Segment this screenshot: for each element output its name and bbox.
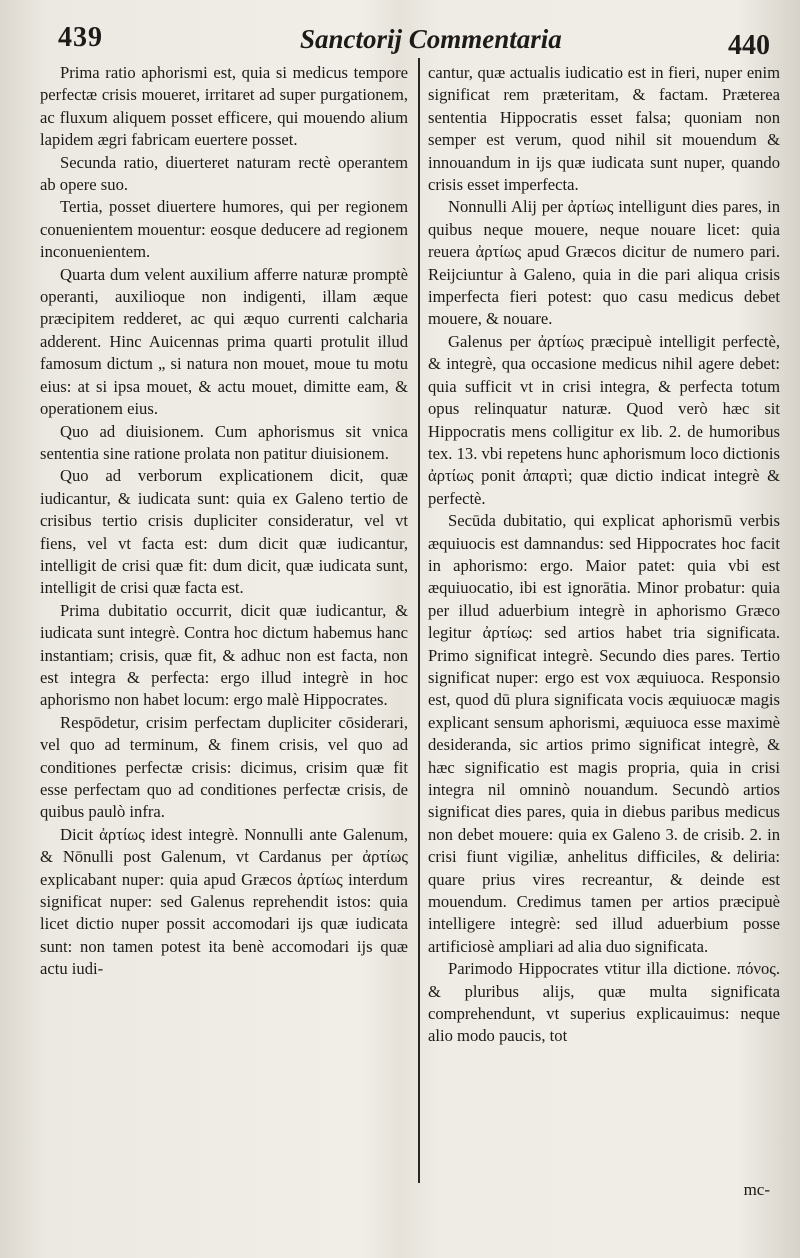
paragraph: Galenus per ἀρτίως præcipuè intelligit perfectè, & integrè, qua occasione medicus nihil agere debet: quia sufficit vt in crisi integra, & perfecta totum opus relinquatur naturæ. Quod verò hæc sit Hippocratis mens colligitur ex lib. 2. de humoribus tex. 13. vbi repetens hunc aphorismum loco dictionis ἀρτίως ponit ἀπαρτὶ; quæ dictio indicat integrè & perfectè. bbox=[428, 331, 780, 508]
paragraph: Quo ad diuisionem. Cum aphorismus sit vnica sententia sine ratione prolata non patitur diuisionem. bbox=[40, 421, 408, 463]
paragraph: Prima ratio aphorismi est, quia si medicus tempore perfectæ crisis moueret, irritaret ad super purgationem, ac fluxum aliquem posset efficere, qui mouendo alium lapidem ægri fabricam euertere posset. bbox=[40, 63, 408, 150]
paragraph: Quo ad verborum explicationem dicit, quæ iudicantur, & iudicata sunt: quia ex Galeno tertio de crisibus tertio crisis dupliciter consideratur, vel vt fiens, vel vt facta est: dum dicit quæ iudicantur, intelligit de crisi quæ fit: dum dicit, quæ iudicata sunt, intelligit de crisi quæ facta est. bbox=[40, 466, 408, 598]
paragraph: Respōdetur, crisim perfectam dupliciter cōsiderari, vel quo ad terminum, & finem crisis, vel quo ad conditiones perfectæ crisis: dicimus, crisim quæ fit esse perfectam quo ad conditiones perfectæ crisis, de quibus paulò infra. bbox=[40, 712, 408, 822]
paragraph: Secūda dubitatio, qui explicat aphorismū verbis æquiuocis est damnandus: sed Hippocrates hoc facit in aphorismo: ergo. Maior patet: quia vbi est æquiuocatio, ibi est ignorātia. Minor probatur: quia per illud aduerbium integrè in aphorismo Græco legitur ἀρτίως: sed artios habet tria significata. Primo significat integrè. Secundo dies pares. Tertio significat nuper: ergo est vox æquiuoca. Responsio est, quod dū plura significata vocis æquiuocæ magis explicant sensum aphorismi, æquiuoca esse maximè desideranda, sic artios primo significat integrè, & hæc significatio est magis propria, quia in crisi integra nil omninò nouandum. Secundò artios significat dies pares, quia in diebus paribus medicus non debet mouere: quia ex Galeno 3. de crisib. 2. in crisi fiunt vigiliæ, anhelitus difficiles, & deliria: quare prius vires recreantur, & deinde est mouendum. Credimus tamen per artios præcipuè intelligere integrè: sed illud aduerbium posse artificiosè ampliari ad alia duo significata. bbox=[428, 511, 780, 956]
left-column bbox=[40, 62, 408, 981]
running-title: Sanctorij Commentaria bbox=[300, 24, 562, 54]
catchword: mc- bbox=[743, 1180, 770, 1199]
column-divider bbox=[418, 58, 420, 1183]
page-number-right: 440 bbox=[728, 30, 770, 61]
page-header bbox=[40, 22, 770, 61]
paragraph: Dicit ἀρτίως idest integrè. Nonnulli ante Galenum, & Nōnulli post Galenum, vt Cardanus per ἀρτίως explicabant nuper: quia apud Græcos ἀρτίως interdum significat nuper: sed Galenus reprehendit istos: quia licet dictio nuper possit accomodari ijs quæ iudicata sunt: non tamen potest ita benè accomodari ijs quæ actu iudi- bbox=[40, 824, 408, 979]
page-number-left: 439 bbox=[58, 22, 103, 53]
paragraph: Secunda ratio, diuerteret naturam rectè operantem ab opere suo. bbox=[40, 152, 408, 195]
paragraph-continued: cantur, quæ actualis iudicatio est in fieri, nuper enim significat rem præteritam, & factam. Præterea sententia Hippocratis esset falsa; quoniam non semper est verum, quod nihil sit mouendum & innouandum in ijs quæ iudicata sunt nuper, quando crisis esset imperfecta. bbox=[428, 63, 780, 195]
paragraph: Quarta dum velent auxilium afferre naturæ promptè operanti, auxilioque non indigenti, illam æque præcipitem redderet, ac qui æquo currenti calcharia adderent. Hinc Auicennas prima quarti protulit illud famosum dictum „ si natura non mouet, moue tu motu eius: at si ipsa mouet, & actu mouet, dimitte eam, & operationem eius. bbox=[40, 264, 408, 419]
paragraph: Prima dubitatio occurrit, dicit quæ iudicantur, & iudicata sunt integrè. Contra hoc dictum habemus hanc instantiam; crisis, quæ fit, & adhuc non est facta, non est integra & perfecta: ergo illud integrè in hoc aphorismo non habet locum: ergo malè Hippocrates. bbox=[40, 600, 408, 710]
paragraph: Parimodo Hippocrates vtitur illa dictione. πόνος. & pluribus alijs, quæ multa significata comprehendunt, vt superius explicauimus: neque alio modo paucis, tot bbox=[428, 959, 780, 1046]
right-column bbox=[428, 62, 780, 1048]
paragraph: Nonnulli Alij per ἀρτίως intelligunt dies pares, in quibus neque mouere, neque nouare licet: quia reuera ἀρτίως apud Græcos dicitur de numero pari. Reijciuntur à Galeno, quia in die pari aliqua crisis imperfecta fieri potest: quo casu medicus debet mouere, & nouare. bbox=[428, 197, 780, 329]
paragraph: Tertia, posset diuertere humores, qui per regionem conuenientem mouentur: eosque deducere ad regionem inconuenientem. bbox=[40, 197, 408, 262]
